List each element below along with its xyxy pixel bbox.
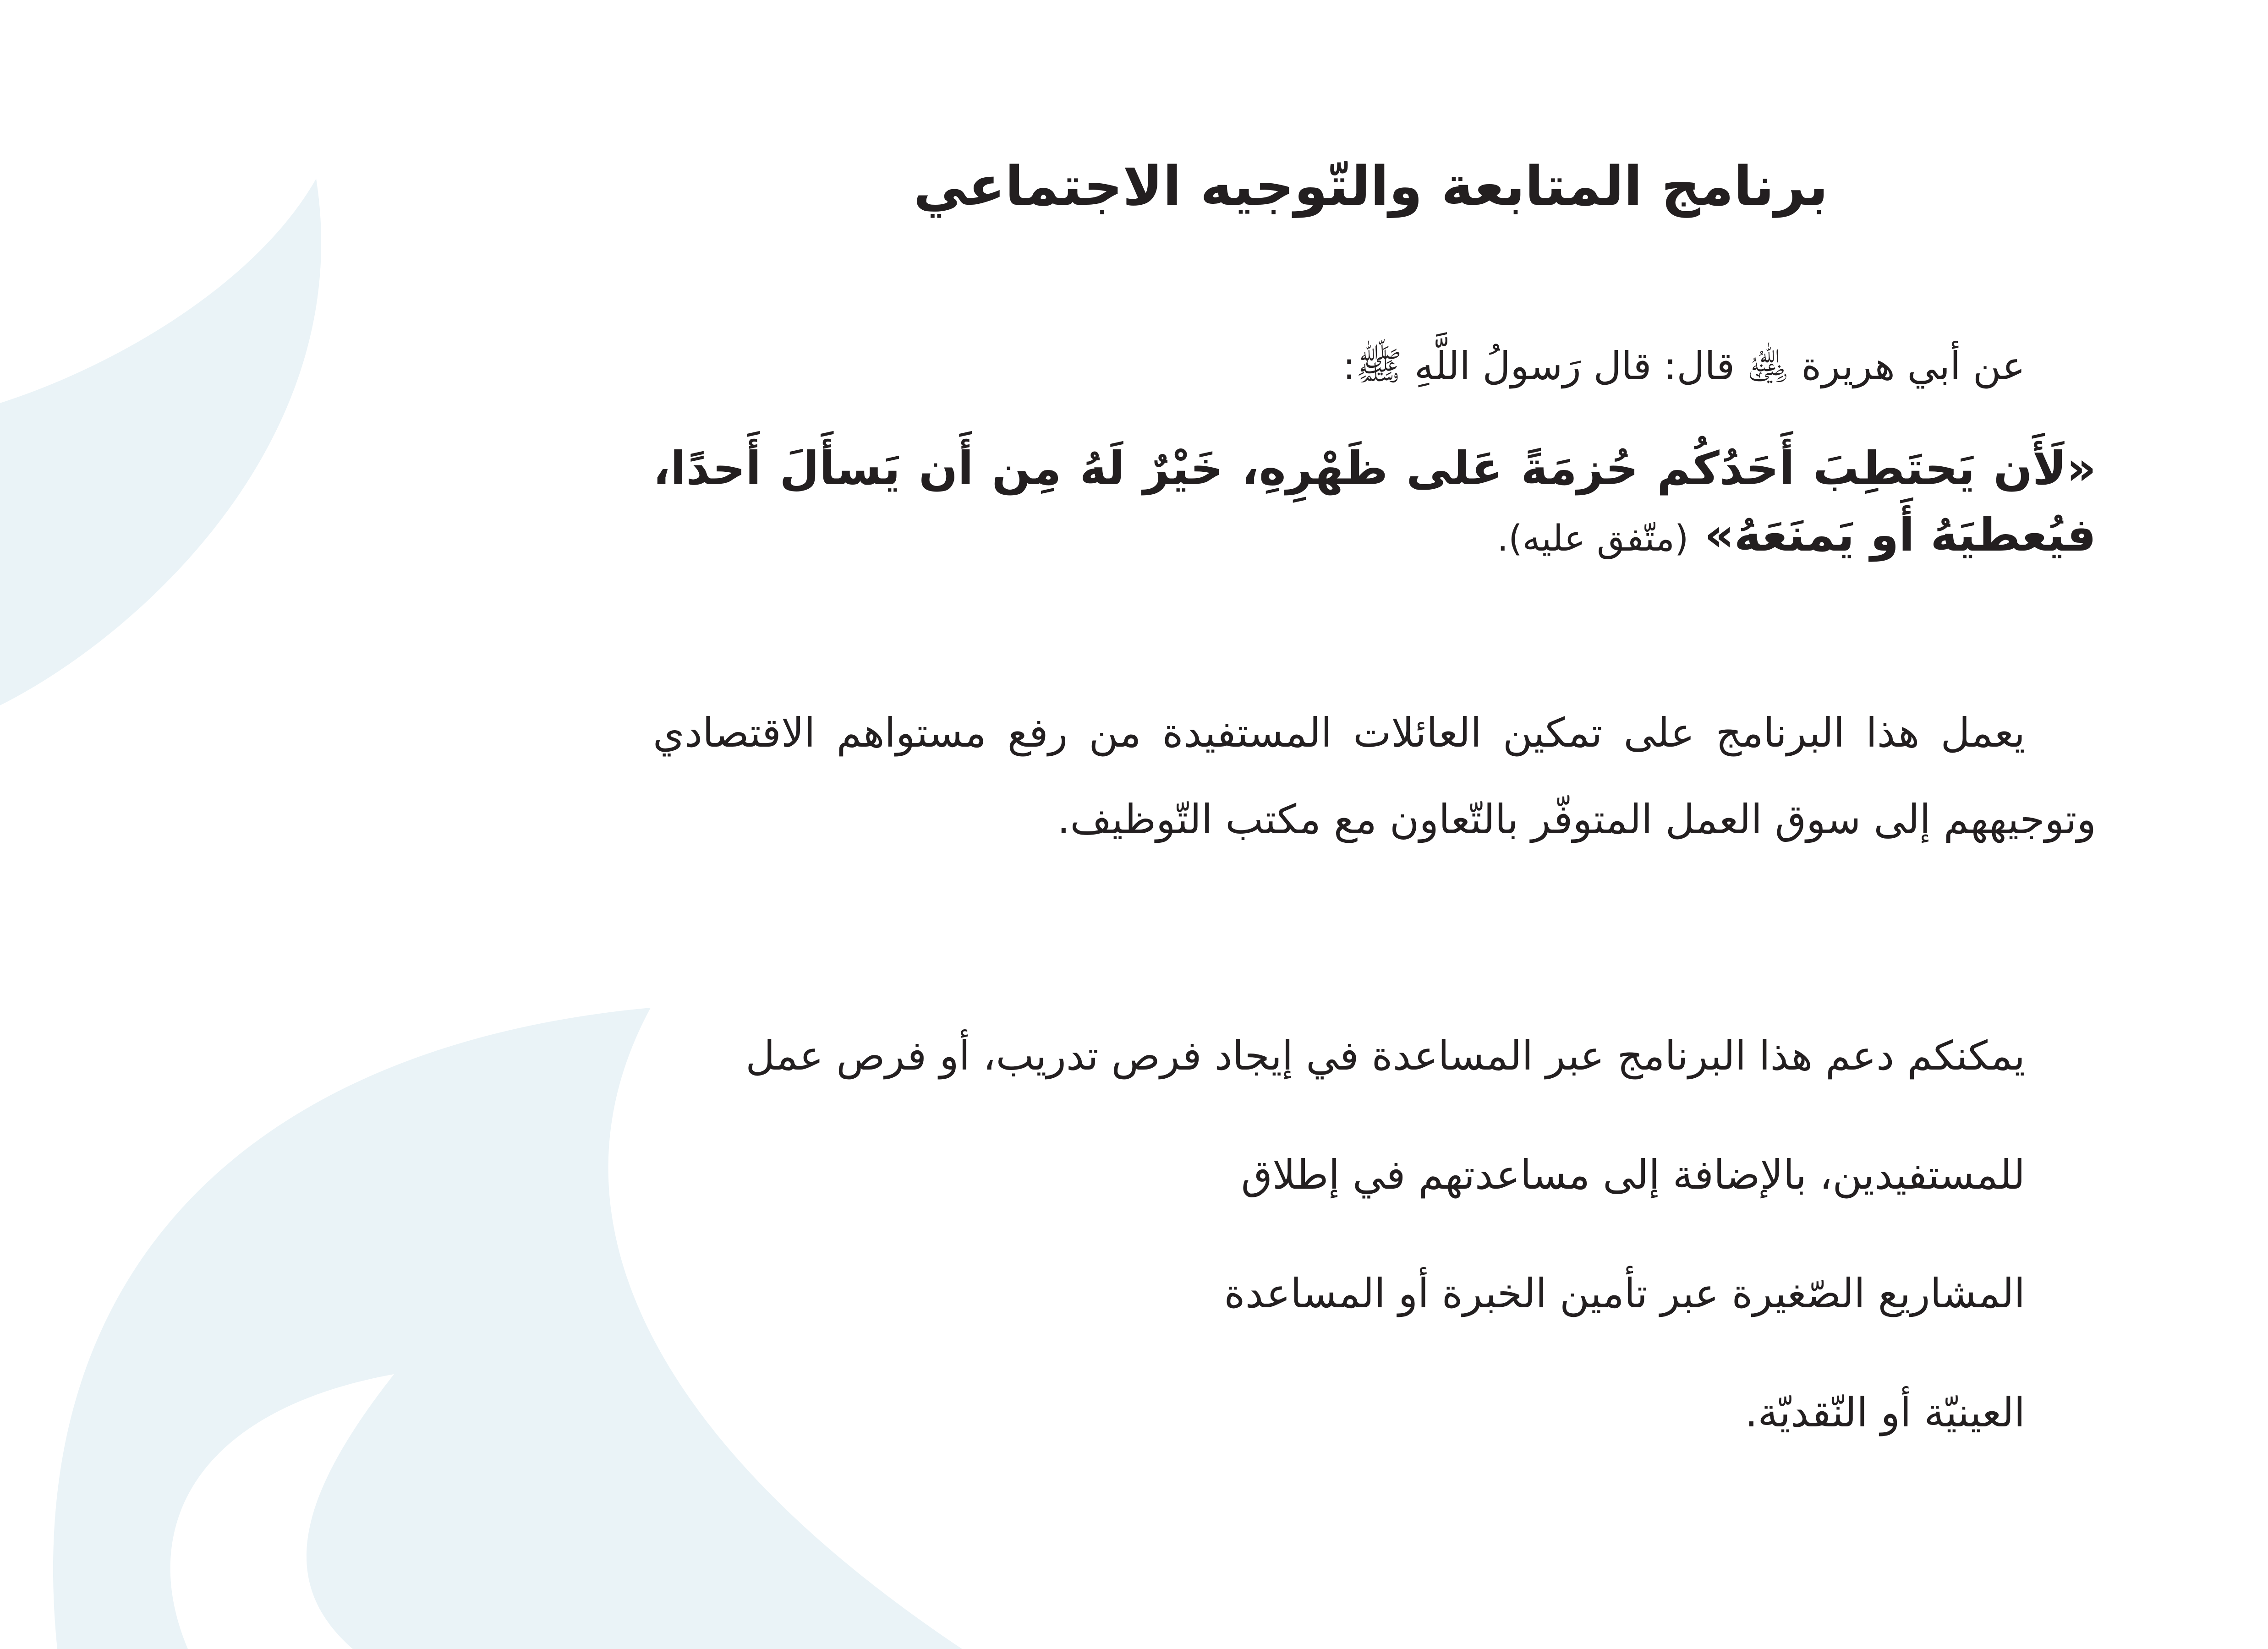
support-paragraph <box>424 996 2096 1472</box>
hadith-narration: عن أبي هريرة ﵁ قال: قال رَسولُ اللَّهِ ﷺ: <box>1342 344 2025 388</box>
support-paragraph-line: العينيّة أو النّقديّة. <box>1745 1388 2025 1436</box>
hadith-quote <box>653 435 2096 568</box>
support-paragraph-line: يمكنكم دعم هذا البرنامج عبر المساعدة في إيجاد فرص تدريب، أو فرص عمل <box>745 1032 2025 1079</box>
hadith-source: (متّفق عليه). <box>1497 518 1689 559</box>
hadith-text: «لَأَن يَحتَطِبَ أَحَدُكُم حُزمَةً عَلى ظَهْرِهِ، خَيْرٌ لَهُ مِن أَن يَسأَلَ أَحدًا، فيُعطيَهُ أَو يَمنَعَهُ» <box>653 442 2096 562</box>
program-description-paragraph: يعمل هذا البرنامج على تمكين العائلات المستفيدة من رفع مستواهم الاقتصادي وتوجيههم إلى سوق العمل المتوفّر بالتّعاون مع مكتب التّوظيف. <box>653 709 2096 843</box>
support-paragraph-line: للمستفيدين، بالإضافة إلى مساعدتهم في إطلاق <box>1241 1151 2025 1198</box>
page-title: برنامج المتابعة والتّوجيه الاجتماعي <box>913 154 1828 218</box>
support-paragraph-line: المشاريع الصّغيرة عبر تأمين الخبرة أو المساعدة <box>1224 1270 2025 1317</box>
